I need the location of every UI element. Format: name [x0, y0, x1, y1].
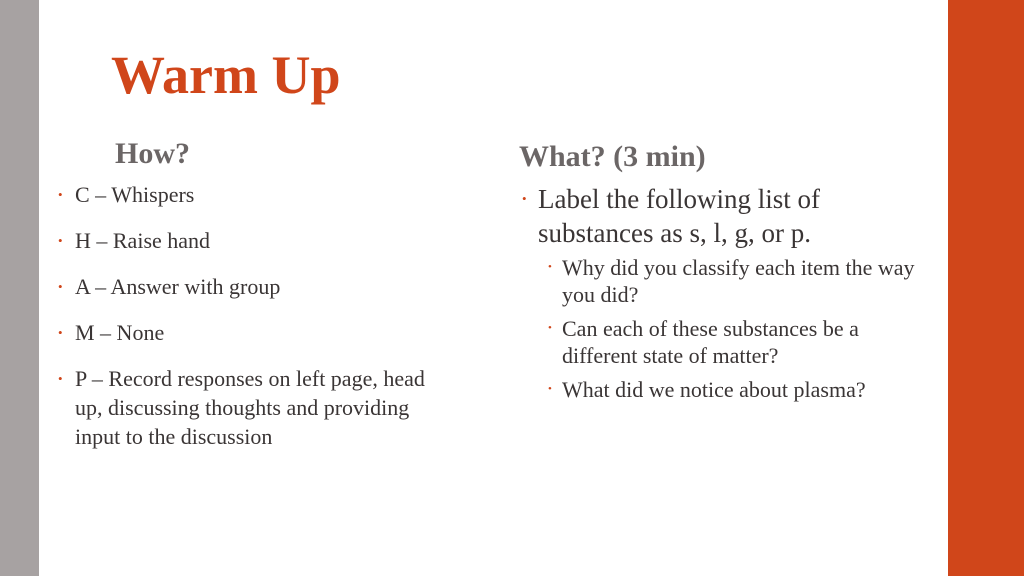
what-heading: What? (3 min) — [519, 140, 706, 173]
bullet-icon: • — [58, 279, 63, 294]
what-sub-text: Can each of these substances be a different state of matter? — [562, 316, 859, 368]
list-item — [522, 182, 922, 403]
how-list — [58, 180, 428, 468]
bullet-icon: • — [522, 191, 527, 206]
list-item — [538, 376, 922, 403]
list-item — [58, 180, 428, 209]
how-item-text: A – Answer with group — [75, 274, 281, 299]
how-heading: How? — [115, 137, 190, 170]
bullet-icon: • — [58, 187, 63, 202]
list-item — [58, 318, 428, 347]
list-item — [58, 272, 428, 301]
left-accent-bar — [0, 0, 39, 576]
what-sub-text: Why did you classify each item the way you did? — [562, 255, 915, 307]
bullet-icon: • — [548, 383, 552, 395]
list-item — [58, 226, 428, 255]
how-item-text: P – Record responses on left page, head up, discussing thoughts and providing input to the discussion — [75, 366, 425, 449]
list-item — [58, 364, 428, 451]
what-sub-text: What did we notice about plasma? — [562, 377, 866, 402]
what-main-text: Label the following list of substances as s, l, g, or p. — [538, 184, 820, 248]
bullet-icon: • — [548, 322, 552, 334]
how-item-text: C – Whispers — [75, 182, 195, 207]
right-accent-bar — [948, 0, 1024, 576]
list-item — [538, 315, 922, 369]
bullet-icon: • — [58, 371, 63, 386]
bullet-icon: • — [548, 261, 552, 273]
bullet-icon: • — [58, 325, 63, 340]
what-sub-list — [538, 254, 922, 403]
list-item — [538, 254, 922, 308]
how-item-text: H – Raise hand — [75, 228, 211, 253]
bullet-icon: • — [58, 233, 63, 248]
what-list — [522, 182, 922, 410]
slide-title: Warm Up — [111, 45, 341, 105]
how-item-text: M – None — [75, 320, 165, 345]
